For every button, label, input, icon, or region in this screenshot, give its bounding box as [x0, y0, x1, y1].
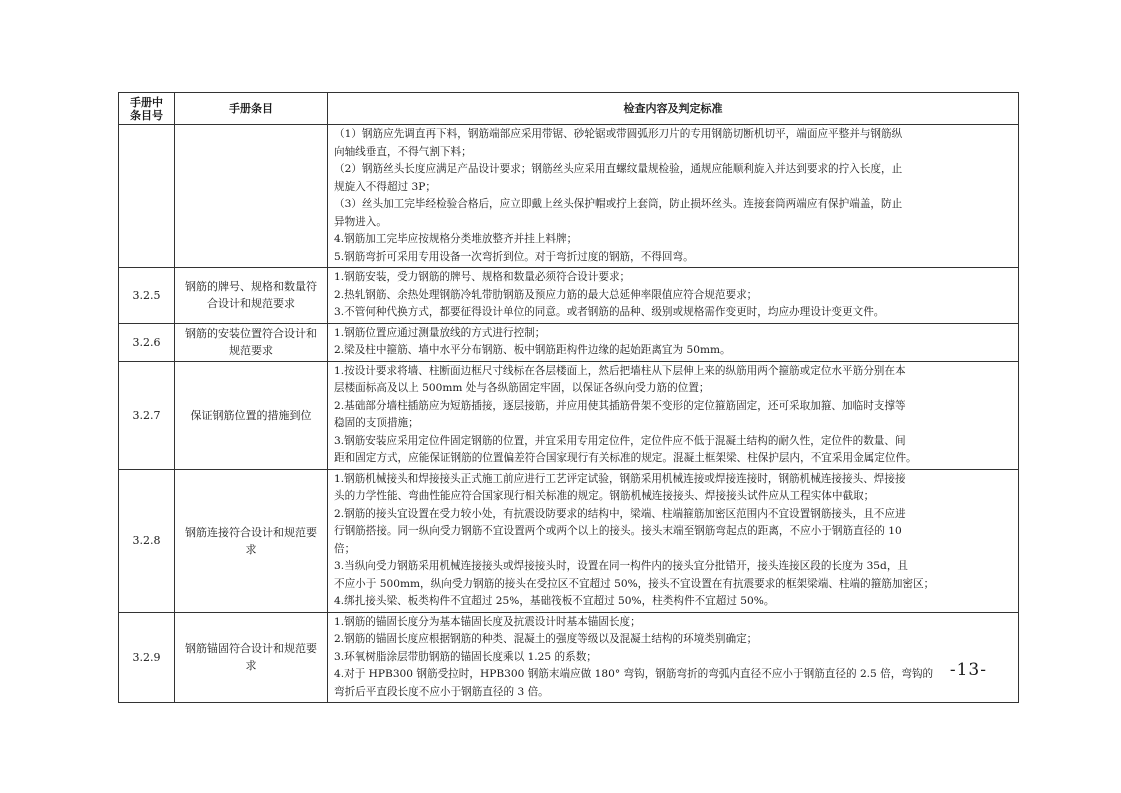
content-line: （3）丝头加工完毕经检验合格后，应立即戴上丝头保护帽或拧上套筒，防止损坏丝头。连接套筒两端应有保护端盖，防止 [334, 198, 903, 210]
content-line: 2.钢筋的接头宜设置在受力较小处，有抗震设防要求的结构中，梁端、柱端箍筋加密区范围内不宜设置钢筋接头，且不应进 [334, 507, 906, 520]
inspection-content-cell [328, 612, 1019, 703]
content-line: 3.不管何种代换方式，都要征得设计单位的同意。或者钢筋的品种、级别或规格需作变更时，均应办理设计变更文件。 [334, 306, 885, 318]
table-row [119, 469, 1019, 612]
content-line: 3.环氧树脂涂层带肋钢筋的锚固长度乘以 1.25 的系数； [334, 650, 597, 663]
header-inspection-content: 检查内容及判定标准 [328, 93, 1019, 125]
manual-item-cell [175, 125, 328, 268]
table-row [119, 125, 1019, 268]
content-line: 1.钢筋位置应通过测量放线的方式进行控制； [334, 326, 546, 339]
content-line: 4.绑扎接头梁、板类构件不宜超过 25%，基础筏板不宜超过 50%，柱类构件不宜超过 50%。 [334, 595, 775, 607]
content-line: 2.梁及柱中箍筋、墙中水平分布钢筋、板中钢筋距构件边缘的起始距离宜为 50mm。 [334, 344, 731, 356]
content-line: 稳固的支顶措施； [334, 417, 419, 429]
manual-item-cell: 钢筋的安装位置符合设计和规范要求 [175, 323, 328, 361]
content-line: 5.钢筋弯折可采用专用设备一次弯折到位。对于弯折过度的钢筋，不得回弯。 [334, 250, 694, 263]
content-line: 不应小于 500mm，纵向受力钢筋的接头在受拉区不宜超过 50%，接头不宜设置在有抗震要求的框架梁端、柱端的箍筋加密区； [334, 577, 935, 590]
manual-item-cell: 钢筋锚固符合设计和规范要求 [175, 612, 328, 703]
item-number-cell: 3.2.9 [119, 612, 175, 703]
table-header-row [119, 93, 1019, 125]
content-line: 1.按设计要求将墙、柱断面边框尺寸线标在各层楼面上，然后把墙柱从下层伸上来的纵筋用两个箍筋或定位水平筋分别在本 [334, 364, 906, 377]
content-line: 规旋入不得超过 3P； [334, 180, 436, 193]
content-line: （1）钢筋应先调直再下料，钢筋端部应采用带锯、砂轮锯或带圆弧形刀片的专用钢筋切断机切平，端面应平整并与钢筋纵 [334, 128, 903, 140]
table-row [119, 268, 1019, 324]
content-line: 2.热轧钢筋、余热处理钢筋冷轧带肋钢筋及预应力筋的最大总延伸率限值应符合规范要求； [334, 288, 758, 301]
content-line: （2）钢筋丝头长度应满足产品设计要求；钢筋丝头应采用直螺纹量规检验，通规应能顺利旋入并达到要求的拧入长度，止 [334, 163, 903, 175]
inspection-content-cell [328, 268, 1019, 324]
content-line: 1.钢筋安装，受力钢筋的牌号、规格和数量必须符合设计要求； [334, 271, 631, 283]
content-line: 行钢筋搭接。同一纵向受力钢筋不宜设置两个或两个以上的接头。接头末端至钢筋弯起点的距离，不应小于钢筋直径的 10 [334, 525, 902, 537]
content-line: 3.当纵向受力钢筋采用机械连接接头或焊接接头时，设置在同一构件内的接头宜分批错开，接头连接区段的长度为 35d，且 [334, 560, 909, 572]
content-line: 2.基础部分墙柱插筋应为短筋插接，逐层接筋，并应用使其插筋骨架不变形的定位箍筋固定，还可采取加箍、加临时支撑等 [334, 399, 906, 412]
table-row [119, 361, 1019, 469]
content-line: 距和固定方式，应能保证钢筋的位置偏差符合国家现行有关标准的规定。混凝土框架梁、柱保护层内，不宜采用金属定位件。 [334, 452, 917, 464]
inspection-content-cell [328, 361, 1019, 469]
content-line: 1.钢筋的锚固长度分为基本锚固长度及抗震设计时基本锚固长度； [334, 615, 641, 628]
item-number-cell: 3.2.7 [119, 361, 175, 469]
content-line: 倍； [334, 542, 356, 555]
content-line: 弯折后平直段长度不应小于钢筋直径的 3 倍。 [334, 685, 549, 698]
inspection-content-cell [328, 125, 1019, 268]
header-manual-item: 手册条目 [175, 93, 328, 125]
item-number-cell: 3.2.8 [119, 469, 175, 612]
page-number: -13- [949, 660, 987, 680]
item-number-cell: 3.2.6 [119, 323, 175, 361]
content-line: 层楼面标高及以上 500mm 处与各纵筋固定牢固，以保证各纵向受力筋的位置； [334, 382, 710, 394]
manual-item-cell: 保证钢筋位置的措施到位 [175, 361, 328, 469]
manual-item-cell: 钢筋连接符合设计和规范要求 [175, 469, 328, 612]
item-number-cell [119, 125, 175, 268]
table-body [119, 125, 1019, 703]
content-line: 向轴线垂直，不得气割下料； [334, 145, 472, 158]
inspection-content-cell [328, 323, 1019, 361]
content-line: 2.钢筋的锚固长度应根据钢筋的种类、混凝土的强度等级以及混凝土结构的环境类别确定； [334, 633, 758, 645]
inspection-standards-table [118, 92, 1019, 703]
item-number-cell: 3.2.5 [119, 268, 175, 324]
content-line: 3.钢筋安装应采用定位件固定钢筋的位置，并宜采用专用定位件，定位件应不低于混凝土结构的耐久性，定位件的数量、间 [334, 434, 906, 447]
content-line: 异物进入。 [334, 215, 387, 228]
content-line: 头的力学性能、弯曲性能应符合国家现行相关标准的规定。钢筋机械连接接头、焊接接头试件应从工程实体中截取； [334, 490, 875, 502]
manual-item-cell: 钢筋的牌号、规格和数量符合设计和规范要求 [175, 268, 328, 324]
content-line: 1.钢筋机械接头和焊接接头正式施工前应进行工艺评定试验，钢筋采用机械连接或焊接连接时，钢筋机械连接接头、焊接接 [334, 472, 906, 485]
table-row [119, 323, 1019, 361]
inspection-content-cell [328, 469, 1019, 612]
content-line: 4.钢筋加工完毕应按规格分类堆放整齐并挂上料牌； [334, 233, 578, 245]
content-line: 4.对于 HPB300 钢筋受拉时，HPB300 钢筋末端应做 180° 弯钩，钢筋弯折的弯弧内直径不应小于钢筋直径的 2.5 倍，弯钩的 [334, 668, 934, 680]
table-row [119, 612, 1019, 703]
header-item-number: 手册中 条目号 [119, 93, 175, 125]
